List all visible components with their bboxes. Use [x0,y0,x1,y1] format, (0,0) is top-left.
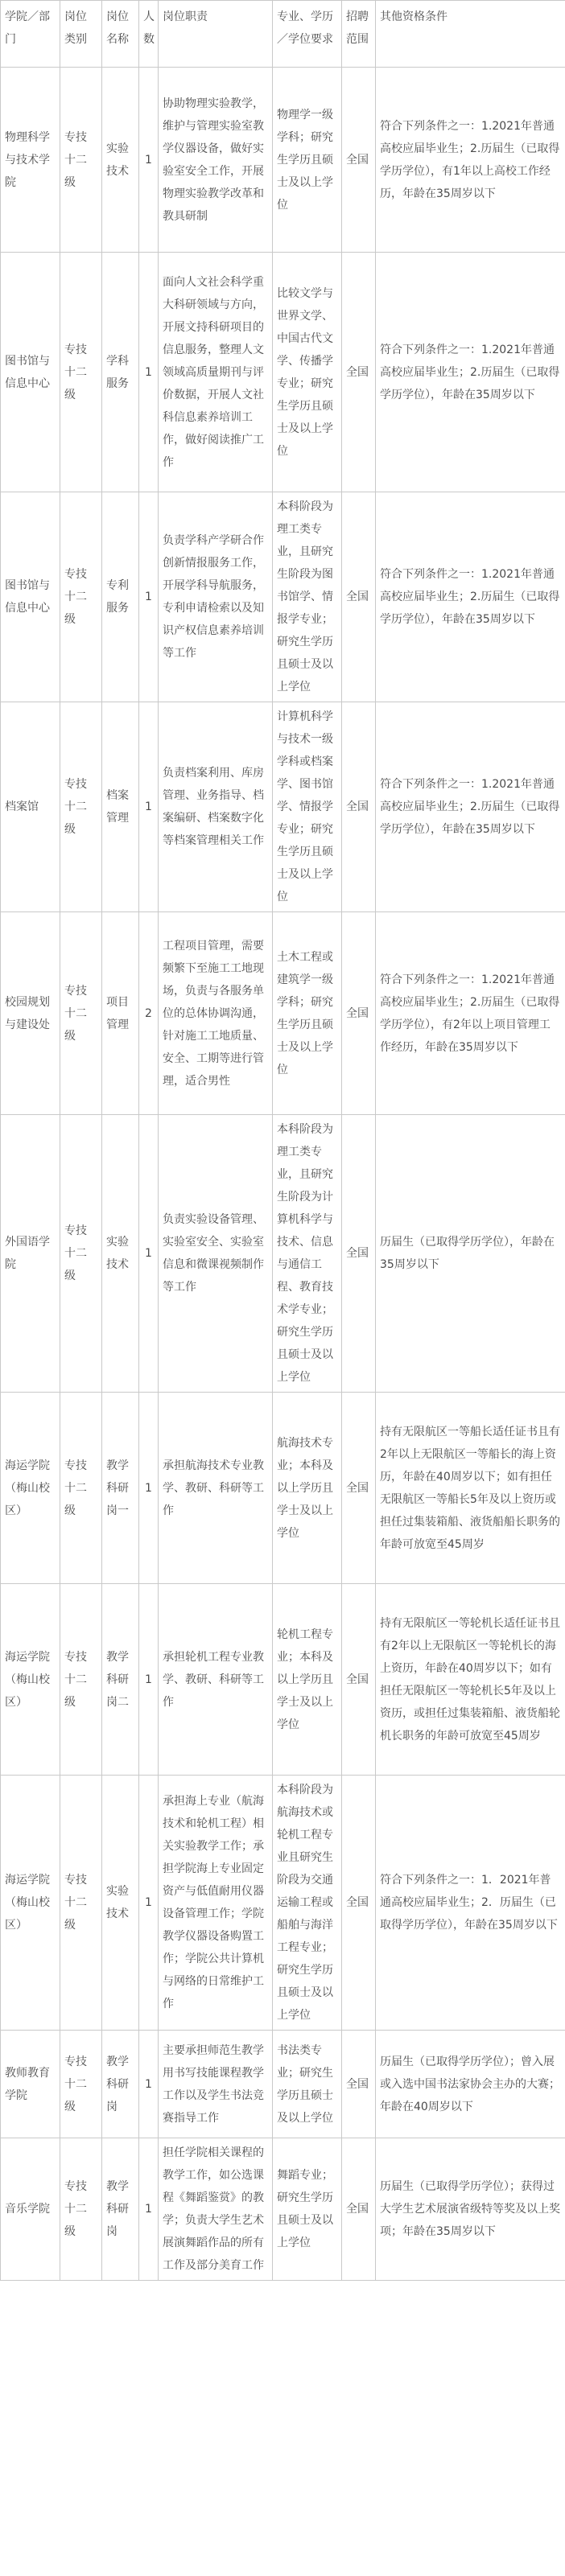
cell-duties: 负责实验设备管理、实验室安全、实验室信息和微课视频制作等工作 [159,1115,273,1393]
cell-college: 海运学院（梅山校区） [1,1776,60,2031]
cell-category: 专技十二级 [60,2031,102,2138]
cell-category: 专技十二级 [60,702,102,912]
cell-category: 专技十二级 [60,2138,102,2281]
cell-duties: 承担航海技术专业教学、教研、科研等工作 [159,1393,273,1584]
cell-duties: 工程项目管理，需要频繁下至施工工地现场，负责与各服务单位的总体协调沟通，针对施工工地质量、安全、工期等进行管理，适合男性 [159,912,273,1115]
cell-position: 专利服务 [102,492,139,702]
cell-position: 教学科研岗一 [102,1393,139,1584]
cell-scope: 全国 [342,1115,376,1393]
cell-scope: 全国 [342,912,376,1115]
cell-count: 1 [139,253,159,492]
cell-conditions: 符合下列条件之一：1．2021年普通高校应届毕业生；2．历届生（已取得学历学位），年龄在35周岁以下 [376,1776,565,2031]
cell-count: 1 [139,2138,159,2281]
cell-position: 实验技术 [102,1115,139,1393]
cell-college: 教师教育学院 [1,2031,60,2138]
cell-duties: 负责学科产学研合作创新情报服务工作，开展学科导航服务，专利申请检索以及知识产权信息素养培训等工作 [159,492,273,702]
header-scope: 招聘范围 [342,1,376,68]
cell-major: 航海技术专业；本科及以上学历且学士及以上学位 [273,1393,342,1584]
cell-category: 专技十二级 [60,1115,102,1393]
cell-duties: 面向人文社会科学重大科研领域与方向，开展文持科研项目的信息服务，整理人文领域高质量期刊与评价数据，开展人文社科信息素养培训工作，做好阅读推广工作 [159,253,273,492]
cell-duties: 承担海上专业（航海技术和轮机工程）相关实验教学工作；承担学院海上专业固定资产与低值耐用仪器设备管理工作；学院教学仪器设备购置工作；学院公共计算机与网络的日常维护工作 [159,1776,273,2031]
cell-major: 本科阶段为理工类专业，且研究生阶段为计算机科学与技术、信息与通信工程、教育技术学专业；研究生学历且硕士及以上学位 [273,1115,342,1393]
cell-scope: 全国 [342,702,376,912]
cell-category: 专技十二级 [60,1776,102,2031]
table-row [1,68,565,253]
cell-count: 1 [139,492,159,702]
cell-conditions: 符合下列条件之一：1.2021年普通高校应届毕业生；2.历届生（已取得学历学位），年龄在35周岁以下 [376,492,565,702]
cell-duties: 承担轮机工程专业教学、教研、科研等工作 [159,1584,273,1776]
cell-conditions: 历届生（已取得学历学位），年龄在35周岁以下 [376,1115,565,1393]
cell-college: 物理科学与技术学院 [1,68,60,253]
cell-position: 学科服务 [102,253,139,492]
header-category: 岗位类别 [60,1,102,68]
cell-duties: 主要承担师范生教学用书写技能课程教学工作以及学生书法竞赛指导工作 [159,2031,273,2138]
cell-category: 专技十二级 [60,1584,102,1776]
cell-college: 音乐学院 [1,2138,60,2281]
table-row [1,2138,565,2281]
header-duties: 岗位职责 [159,1,273,68]
cell-conditions: 持有无限航区一等轮机长适任证书且有2年以上无限航区一等轮机长的海上资历，年龄在40周岁以下；如有担任无限航区一等轮机长5年及以上资历，或担任过集装箱船、液货船轮机长职务的年龄可放宽至45周岁 [376,1584,565,1776]
table-row [1,1115,565,1393]
cell-college: 图书馆与信息中心 [1,253,60,492]
table-row [1,1393,565,1584]
cell-scope: 全国 [342,1776,376,2031]
cell-count: 1 [139,702,159,912]
cell-scope: 全国 [342,2031,376,2138]
cell-college: 图书馆与信息中心 [1,492,60,702]
cell-college: 档案馆 [1,702,60,912]
cell-scope: 全国 [342,68,376,253]
cell-college: 校园规划与建设处 [1,912,60,1115]
cell-position: 教学科研岗 [102,2031,139,2138]
cell-count: 1 [139,1776,159,2031]
cell-conditions: 符合下列条件之一：1.2021年普通高校应届毕业生；2.历届生（已取得学历学位），年龄在35周岁以下 [376,253,565,492]
cell-duties: 负责档案利用、库房管理、业务指导、档案编研、档案数字化等档案管理相关工作 [159,702,273,912]
cell-position: 项目管理 [102,912,139,1115]
cell-college: 海运学院（梅山校区） [1,1393,60,1584]
cell-conditions: 历届生（已取得学历学位）；获得过大学生艺术展演省级特等奖及以上奖项；年龄在35周岁以下 [376,2138,565,2281]
cell-count: 1 [139,1393,159,1584]
cell-category: 专技十二级 [60,68,102,253]
cell-count: 1 [139,1115,159,1393]
cell-conditions: 符合下列条件之一：1.2021年普通高校应届毕业生；2.历届生（已取得学历学位），有2年以上项目管理工作经历，年龄在35周岁以下 [376,912,565,1115]
header-position: 岗位名称 [102,1,139,68]
cell-major: 土木工程或建筑学一级学科；研究生学历且硕士及以上学位 [273,912,342,1115]
cell-category: 专技十二级 [60,253,102,492]
cell-position: 实验技术 [102,68,139,253]
cell-category: 专技十二级 [60,912,102,1115]
table-row [1,2031,565,2138]
cell-position: 实验技术 [102,1776,139,2031]
cell-count: 1 [139,68,159,253]
cell-major: 舞蹈专业；研究生学历且硕士及以上学位 [273,2138,342,2281]
cell-position: 档案管理 [102,702,139,912]
header-college: 学院／部门 [1,1,60,68]
header-major: 专业、学历／学位要求 [273,1,342,68]
cell-major: 本科阶段为理工类专业，且研究生阶段为图书馆学、情报学专业；研究生学历且硕士及以上学位 [273,492,342,702]
table-row [1,492,565,702]
cell-scope: 全国 [342,1584,376,1776]
cell-category: 专技十二级 [60,1393,102,1584]
cell-college: 外国语学院 [1,1115,60,1393]
cell-major: 本科阶段为航海技术或轮机工程专业且研究生阶段为交通运输工程或船舶与海洋工程专业；研究生学历且硕士及以上学位 [273,1776,342,2031]
table-row [1,912,565,1115]
cell-major: 轮机工程专业；本科及以上学历且学士及以上学位 [273,1584,342,1776]
cell-count: 1 [139,1584,159,1776]
cell-position: 教学科研岗二 [102,1584,139,1776]
cell-college: 海运学院（梅山校区） [1,1584,60,1776]
cell-position: 教学科研岗 [102,2138,139,2281]
cell-category: 专技十二级 [60,492,102,702]
cell-count: 1 [139,2031,159,2138]
header-conditions: 其他资格条件 [376,1,565,68]
cell-duties: 协助物理实验教学，维护与管理实验室教学仪器设备，做好实验室安全工作，开展物理实验教学改革和教具研制 [159,68,273,253]
header-row [1,1,565,68]
table-row [1,1584,565,1776]
header-count: 人数 [139,1,159,68]
cell-major: 比较文学与世界文学、中国古代文学、传播学专业；研究生学历且硕士及以上学位 [273,253,342,492]
table-row [1,1776,565,2031]
cell-scope: 全国 [342,492,376,702]
cell-conditions: 符合下列条件之一：1.2021年普通高校应届毕业生；2.历届生（已取得学历学位），有1年以上高校工作经历，年龄在35周岁以下 [376,68,565,253]
cell-conditions: 历届生（已取得学历学位）；曾入展或入选中国书法家协会主办的大赛；年龄在40周岁以下 [376,2031,565,2138]
cell-major: 物理学一级学科；研究生学历且硕士及以上学位 [273,68,342,253]
cell-conditions: 持有无限航区一等船长适任证书且有2年以上无限航区一等船长的海上资历，年龄在40周岁以下；如有担任无限航区一等船长5年及以上资历或担任过集装箱船、液货船船长职务的年龄可放宽至45周岁 [376,1393,565,1584]
cell-scope: 全国 [342,2138,376,2281]
cell-conditions: 符合下列条件之一：1.2021年普通高校应届毕业生；2.历届生（已取得学历学位），年龄在35周岁以下 [376,702,565,912]
cell-duties: 担任学院相关课程的教学工作，如公选课程《舞蹈鉴赏》的教学；负责大学生艺术展演舞蹈作品的所有工作及部分美育工作 [159,2138,273,2281]
table-row [1,253,565,492]
cell-major: 计算机科学与技术一级学科或档案学、图书馆学、情报学专业；研究生学历且硕士及以上学位 [273,702,342,912]
cell-major: 书法类专业；研究生学历且硕士及以上学位 [273,2031,342,2138]
cell-scope: 全国 [342,1393,376,1584]
table-row [1,702,565,912]
cell-count: 2 [139,912,159,1115]
cell-scope: 全国 [342,253,376,492]
